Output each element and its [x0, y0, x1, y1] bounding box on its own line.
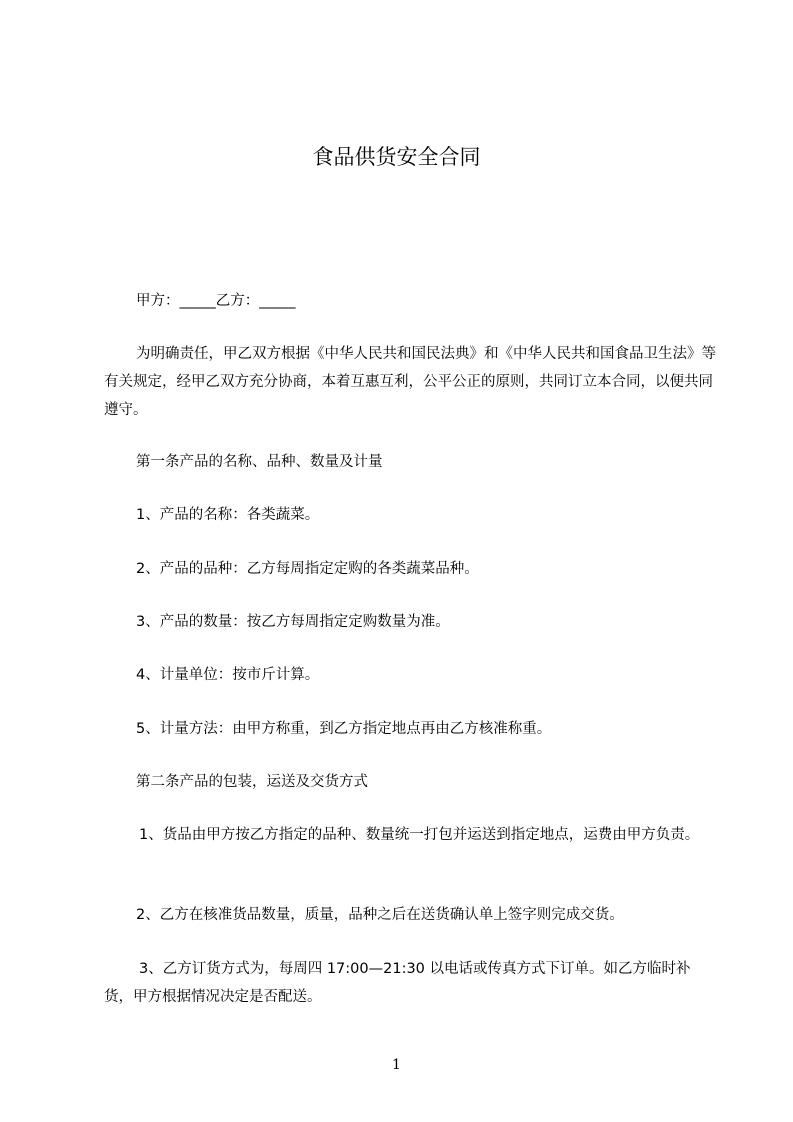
article1-item: 3、产品的数量：按乙方每周指定定购数量为准。 [136, 614, 450, 630]
article2-item: 3、乙方订货方式为，每周四 17:00—21:30 以电话或传真方式下订单。如乙方临时补货，甲方根据情况决定是否配送。 [104, 961, 691, 1005]
parties-line: 甲方：_____乙方：_____ [136, 293, 296, 309]
article1-item: 2、产品的品种：乙方每周指定定购的各类蔬菜品种。 [136, 561, 479, 577]
article1-item: 4、计量单位：按市斤计算。 [136, 667, 320, 683]
article2-heading: 第二条产品的包装，运送及交货方式 [136, 774, 368, 790]
article1-item: 5、计量方法：由甲方称重，到乙方指定地点再由乙方核准称重。 [136, 721, 552, 737]
article2-item: 2、乙方在核准货品数量，质量，品种之后在送货确认单上签字则完成交货。 [136, 907, 624, 923]
document-title: 食品供货安全合同 [312, 145, 481, 169]
article1-heading: 第一条产品的名称、品种、数量及计量 [136, 454, 383, 470]
article2-item: 1、货品由甲方按乙方指定的品种、数量统一打包并运送到指定地点，运费由甲方负责。 [139, 827, 700, 843]
page-number: 1 [392, 1057, 401, 1073]
preamble-paragraph: 为明确责任，甲乙双方根据《中华人民共和国民法典》和《中华人民共和国食品卫生法》等有关规定，经甲乙双方充分协商，本着互惠互利，公平公正的原则，共同订立本合同，以便共同遵守。 [104, 346, 716, 418]
article1-item: 1、产品的名称：各类蔬菜。 [136, 507, 320, 523]
